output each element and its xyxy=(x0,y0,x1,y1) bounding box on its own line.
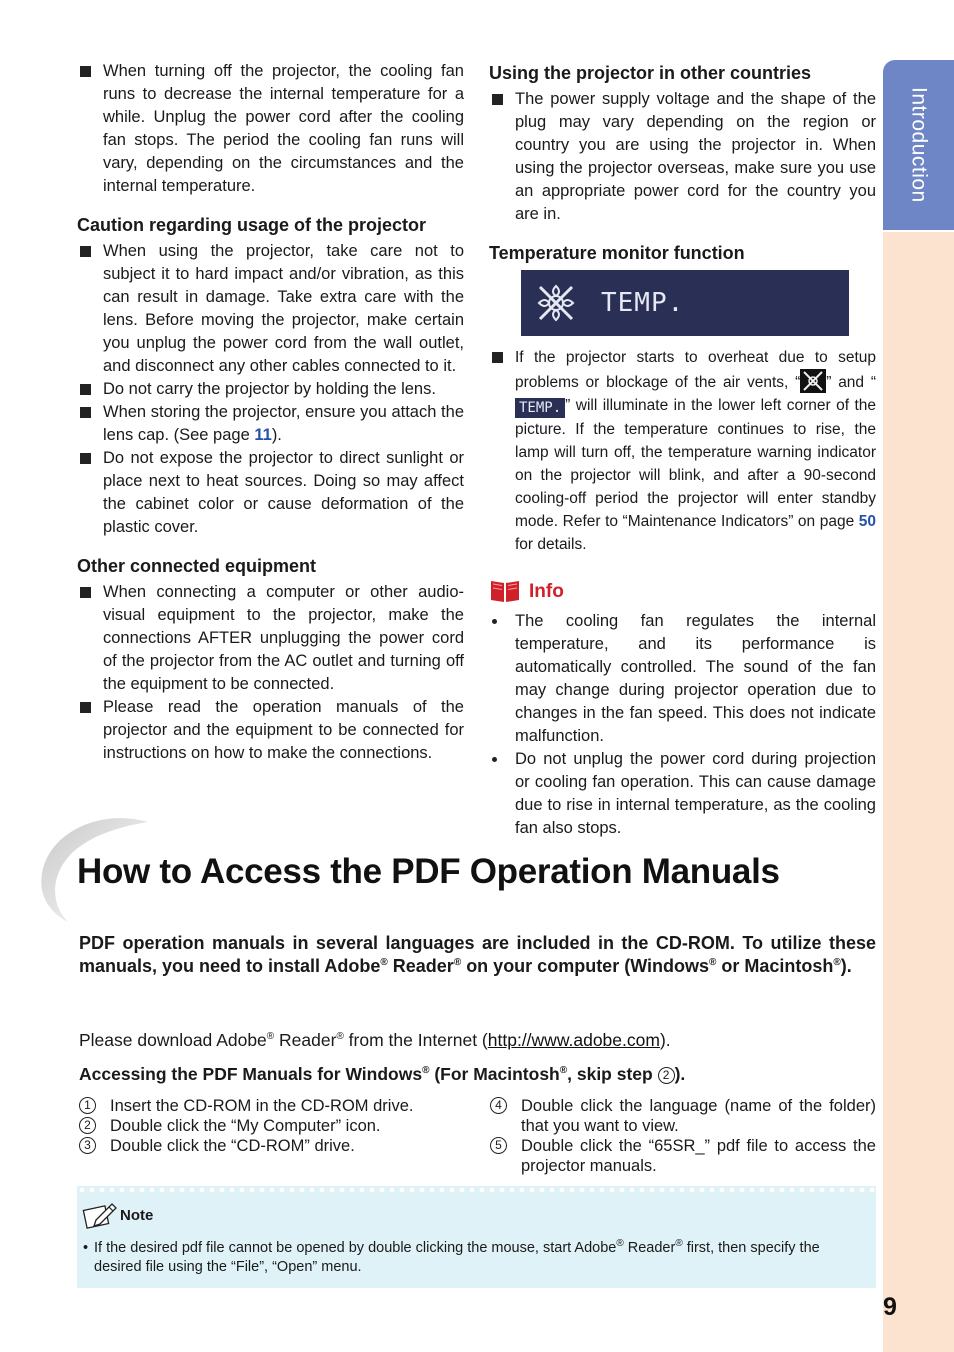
note-title: Note xyxy=(120,1206,154,1224)
access-text-3: , skip step xyxy=(567,1064,658,1084)
intro-text-2: Reader xyxy=(387,956,454,976)
reg-mark: ® xyxy=(616,1238,624,1250)
reg-mark: ® xyxy=(422,1065,430,1077)
temperature-text-2: ” and “ xyxy=(826,374,876,391)
access-text-2: (For Macintosh xyxy=(429,1064,560,1084)
overheat-fan-icon xyxy=(535,282,577,324)
info-bullet-1: The cooling fan regulates the internal temperature, and its performance is automatically controlled. The sound of the fan may change during projector operation due to changes in the fan speed. This does not indicate malfunction. xyxy=(489,610,876,748)
step-text: Insert the CD-ROM in the CD-ROM drive. xyxy=(110,1097,414,1115)
section-title: How to Access the PDF Operation Manuals xyxy=(77,852,780,891)
adobe-link[interactable]: http://www.adobe.com xyxy=(487,1030,660,1050)
page-number: 9 xyxy=(883,1293,897,1321)
countries-bullet: The power supply voltage and the shape of the plug may vary depending on the region or country you are using the projector in. When using the projector overseas, make sure you use an appropriate power cord for the country you are in. xyxy=(489,88,876,226)
section-tab-label-wrap xyxy=(883,60,954,230)
step-3 xyxy=(79,1136,459,1156)
download-text-2: Reader xyxy=(274,1030,337,1050)
step-number: 5 xyxy=(490,1137,507,1154)
step-text: Double click the “65SR_” pdf file to access the projector manuals. xyxy=(521,1137,876,1175)
caution-bullet-3-text: When storing the projector, ensure you attach the lens cap. (See page xyxy=(103,403,464,444)
step-number: 4 xyxy=(490,1097,507,1114)
reg-mark: ® xyxy=(675,1238,683,1250)
intro-text-3: on your computer (Windows xyxy=(461,956,710,976)
pencil-note-icon xyxy=(82,1200,118,1230)
steps-left xyxy=(79,1096,459,1156)
reg-mark: ® xyxy=(453,957,462,968)
step-2 xyxy=(79,1116,459,1136)
reg-mark: ® xyxy=(833,957,841,968)
other-equipment-heading: Other connected equipment xyxy=(77,556,317,576)
caution-bullet-3-end: ). xyxy=(271,426,282,444)
caution-bullet-4: Do not expose the projector to direct sunlight or place next to heat sources. Doing so may affect the cabinet color or cause deformation of the plastic cover. xyxy=(77,447,464,539)
download-text-4: ). xyxy=(659,1030,671,1050)
other-equipment-bullet-1: When connecting a computer or other audio-visual equipment to the projector, make the connections AFTER unplugging the power cord of the projector from the AC outlet and turning off the equipment to be connected. xyxy=(77,581,464,696)
temperature-heading: Temperature monitor function xyxy=(489,243,745,263)
download-line xyxy=(79,1030,671,1051)
book-icon xyxy=(489,578,521,604)
intro-text-4: or Macintosh xyxy=(716,956,834,976)
note-dotted-border xyxy=(77,1186,876,1194)
note-text-1: If the desired pdf file cannot be opened by double clicking the mouse, start Adobe xyxy=(94,1240,617,1256)
step-text: Double click the “My Computer” icon. xyxy=(110,1117,381,1135)
section-tab-introduction[interactable] xyxy=(883,60,954,230)
download-text-3: from the Internet ( xyxy=(343,1030,488,1050)
right-column xyxy=(489,62,876,840)
caution-bullet-3 xyxy=(77,401,464,447)
steps-right xyxy=(490,1096,876,1176)
step-ref-circle: 2 xyxy=(658,1067,675,1084)
step-5 xyxy=(490,1136,876,1176)
countries-heading: Using the projector in other countries xyxy=(489,63,812,83)
temperature-text-3: ” will illuminate in the lower left corner of the picture. If the temperature continues to rise, the lamp will turn off, the temperature warning indicator on the projector will blink, and after a 90-second cooling-off period the projector will enter standby mode. Refer to “Maintenance Indicators” on page xyxy=(515,397,876,530)
cooling-fan-bullet: When turning off the projector, the cooling fan runs to decrease the internal temperature for a while. Unplug the power cord after the cooling fan stops. The period the cooling fan runs will vary, depending on the circumstances and the internal temperature. xyxy=(77,60,464,198)
step-number: 1 xyxy=(79,1097,96,1114)
access-text-4: ). xyxy=(674,1064,686,1084)
inline-fan-icon xyxy=(800,369,826,393)
note-text xyxy=(83,1239,868,1277)
note-text-3: first, then specify the desired file using the “File”, “Open” menu. xyxy=(94,1240,820,1275)
intro-text-1: PDF operation manuals in several languages are included in the CD-ROM. To utilize these manuals, you need to install Adobe xyxy=(79,933,876,976)
temp-warning-display xyxy=(521,270,849,336)
info-header xyxy=(489,578,876,604)
step-text: Double click the language (name of the folder) that you want to view. xyxy=(521,1097,876,1135)
step-1 xyxy=(79,1096,459,1116)
left-column xyxy=(77,60,464,765)
caution-bullet-1: When using the projector, take care not to subject it to hard impact and/or vibration, as this can result in damage. Take extra care with the lens. Before moving the projector, make certain you unplug the power cord from the wall outlet, and disconnect any other cables connected to it. xyxy=(77,240,464,378)
info-bullet-2: Do not unplug the power cord during projection or cooling fan operation. This can cause damage due to rise in internal temperature, as the cooling fan also stops. xyxy=(489,748,876,840)
page-link-50[interactable]: 50 xyxy=(858,513,876,530)
other-equipment-bullet-2: Please read the operation manuals of the projector and the equipment to be connected for instructions on how to make the connections. xyxy=(77,696,464,765)
intro-text-5: ). xyxy=(840,956,852,976)
pdf-intro-paragraph xyxy=(79,932,876,978)
inline-temp-label: TEMP. xyxy=(515,398,565,418)
step-text: Double click the “CD-ROM” drive. xyxy=(110,1137,355,1155)
reg-mark: ® xyxy=(380,957,388,968)
temperature-text-1: If the projector starts to overheat due to setup problems or blockage of the air vents, “ xyxy=(515,349,876,391)
step-number: 2 xyxy=(79,1117,96,1134)
step-number: 3 xyxy=(79,1137,96,1154)
reg-mark: ® xyxy=(559,1065,568,1077)
download-text-1: Please download Adobe xyxy=(79,1030,267,1050)
section-tab-label: Introduction xyxy=(907,87,931,203)
access-text-1: Accessing the PDF Manuals for Windows xyxy=(79,1064,423,1084)
reg-mark: ® xyxy=(266,1031,275,1043)
reg-mark: ® xyxy=(709,957,717,968)
caution-bullet-2: Do not carry the projector by holding the lens. xyxy=(77,378,464,401)
sidebar-strip xyxy=(883,232,954,1352)
temperature-bullet xyxy=(489,346,876,556)
temp-display-text: TEMP. xyxy=(601,287,685,318)
temperature-text-4: for details. xyxy=(515,536,587,553)
access-heading xyxy=(79,1064,685,1085)
note-bullet xyxy=(83,1239,868,1277)
reg-mark: ® xyxy=(336,1031,344,1043)
note-text-2: Reader xyxy=(623,1240,676,1256)
note-header xyxy=(82,1200,153,1230)
caution-heading: Caution regarding usage of the projector xyxy=(77,215,427,235)
page-link-11[interactable]: 11 xyxy=(254,426,272,444)
info-title: Info xyxy=(529,580,564,602)
step-4 xyxy=(490,1096,876,1136)
